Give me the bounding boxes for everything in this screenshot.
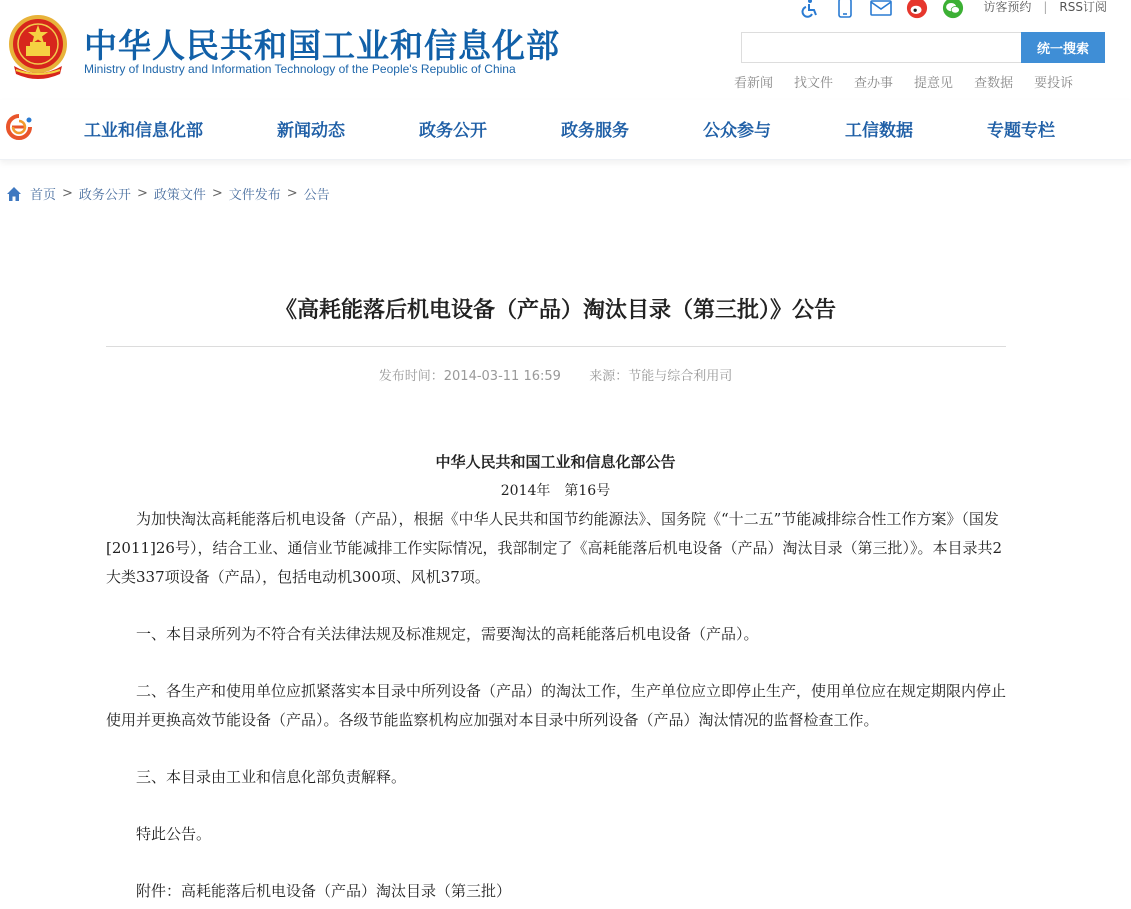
article-paragraph: 二、各生产和使用单位应抓紧落实本目录中所列设备（产品）的淘汰工作，生产单位应立即停止生产，使用单位应在规定期限内停止使用并更换高效节能设备（产品）。各级节能监察机构应加强对本目录中所列设备（产品）淘汰情况的监督检查工作。 (106, 682, 1007, 729)
article-meta (0, 365, 1111, 384)
breadcrumb-separator: > (62, 186, 73, 201)
breadcrumb (6, 184, 330, 203)
quick-link-complaints[interactable]: 要投诉 (1034, 76, 1074, 91)
mobile-icon[interactable] (834, 0, 856, 19)
attachment-link[interactable]: 附件：高耗能落后机电设备（产品）淘汰目录（第三批） (136, 882, 512, 900)
article-paragraph: 三、本目录由工业和信息化部负责解释。 (136, 768, 407, 786)
source-label: 来源： (589, 369, 629, 384)
home-icon[interactable] (6, 186, 22, 202)
title-divider (106, 346, 1006, 347)
top-links (983, 0, 1107, 15)
divider: | (1043, 0, 1048, 14)
nav-item-gov-affairs[interactable]: 政务公开 (419, 120, 487, 141)
quick-link-news[interactable]: 看新闻 (734, 76, 774, 91)
nav-item-news[interactable]: 新闻动态 (277, 120, 345, 141)
search-input[interactable] (741, 32, 1021, 63)
published-value: 2014-03-11 16:59 (443, 369, 561, 384)
article-title: 《高耗能落后机电设备（产品）淘汰目录（第三批）》公告 (274, 298, 836, 323)
quick-link-services[interactable]: 查办事 (854, 76, 894, 91)
quick-link-suggestions[interactable]: 提意见 (914, 76, 954, 91)
top-icon-bar (798, 0, 978, 20)
nav-item-gov-services[interactable]: 政务服务 (561, 120, 629, 141)
breadcrumb-announcement[interactable]: 公告 (303, 188, 330, 203)
article-paragraph: 为加快淘汰高耗能落后机电设备（产品），根据《中华人民共和国节约能源法》、国务院《“十二五”节能减排综合性工作方案》（国发[2011]26号），结合工业、通信业节能减排工作实际情况，我部制定了《高耗能落后机电设备（产品）淘汰目录（第三批）》。本目录共2大类337项设备（产品），包括电动机300项、风机37项。 (106, 510, 1003, 586)
national-emblem-icon[interactable] (6, 14, 70, 82)
rss-link[interactable]: RSS订阅 (1059, 0, 1107, 14)
wechat-icon[interactable] (942, 0, 964, 19)
nav-item-public-participation[interactable]: 公众参与 (703, 120, 771, 141)
search-button[interactable]: 统一搜索 (1021, 32, 1105, 63)
quick-link-files[interactable]: 找文件 (794, 76, 834, 91)
accessibility-icon[interactable] (798, 0, 820, 19)
site-subtitle: Ministry of Industry and Information Technology of the People's Republic of China (84, 62, 516, 76)
breadcrumb-separator: > (211, 186, 223, 201)
document-number: 2014年 第16号 (500, 483, 611, 499)
visitor-appointment-link[interactable]: 访客预约 (983, 0, 1032, 14)
nav-item-special-topics[interactable]: 专题专栏 (987, 120, 1055, 141)
nav-items (84, 100, 1055, 156)
article-paragraph: 一、本目录所列为不符合有关法律法规及标准规定，需要淘汰的高耗能落后机电设备（产品）。 (136, 625, 759, 643)
source-value: 节能与综合利用司 (628, 369, 733, 384)
breadcrumb-gov-affairs[interactable]: 政务公开 (78, 188, 131, 203)
site-title[interactable]: 中华人民共和国工业和信息化部 (84, 26, 560, 65)
nav-item-data[interactable]: 工信数据 (845, 120, 913, 141)
main-nav (0, 100, 1131, 160)
breadcrumb-separator: > (136, 186, 148, 201)
nav-item-ministry[interactable]: 工业和信息化部 (84, 120, 203, 141)
breadcrumb-file-release[interactable]: 文件发布 (228, 188, 281, 203)
article-paragraph: 特此公告。 (136, 825, 212, 843)
mail-icon[interactable] (870, 0, 892, 19)
breadcrumb-policy-files[interactable]: 政策文件 (153, 188, 206, 203)
breadcrumb-home[interactable]: 首页 (30, 188, 57, 203)
document-heading: 中华人民共和国工业和信息化部公告 (435, 453, 676, 471)
nav-logo-icon[interactable] (4, 114, 34, 140)
breadcrumb-separator: > (286, 186, 298, 201)
quick-links (734, 72, 1073, 91)
published-label: 发布时间： (378, 369, 444, 384)
site-header (0, 0, 1131, 100)
quick-link-data[interactable]: 查数据 (974, 76, 1014, 91)
weibo-icon[interactable] (906, 0, 928, 19)
